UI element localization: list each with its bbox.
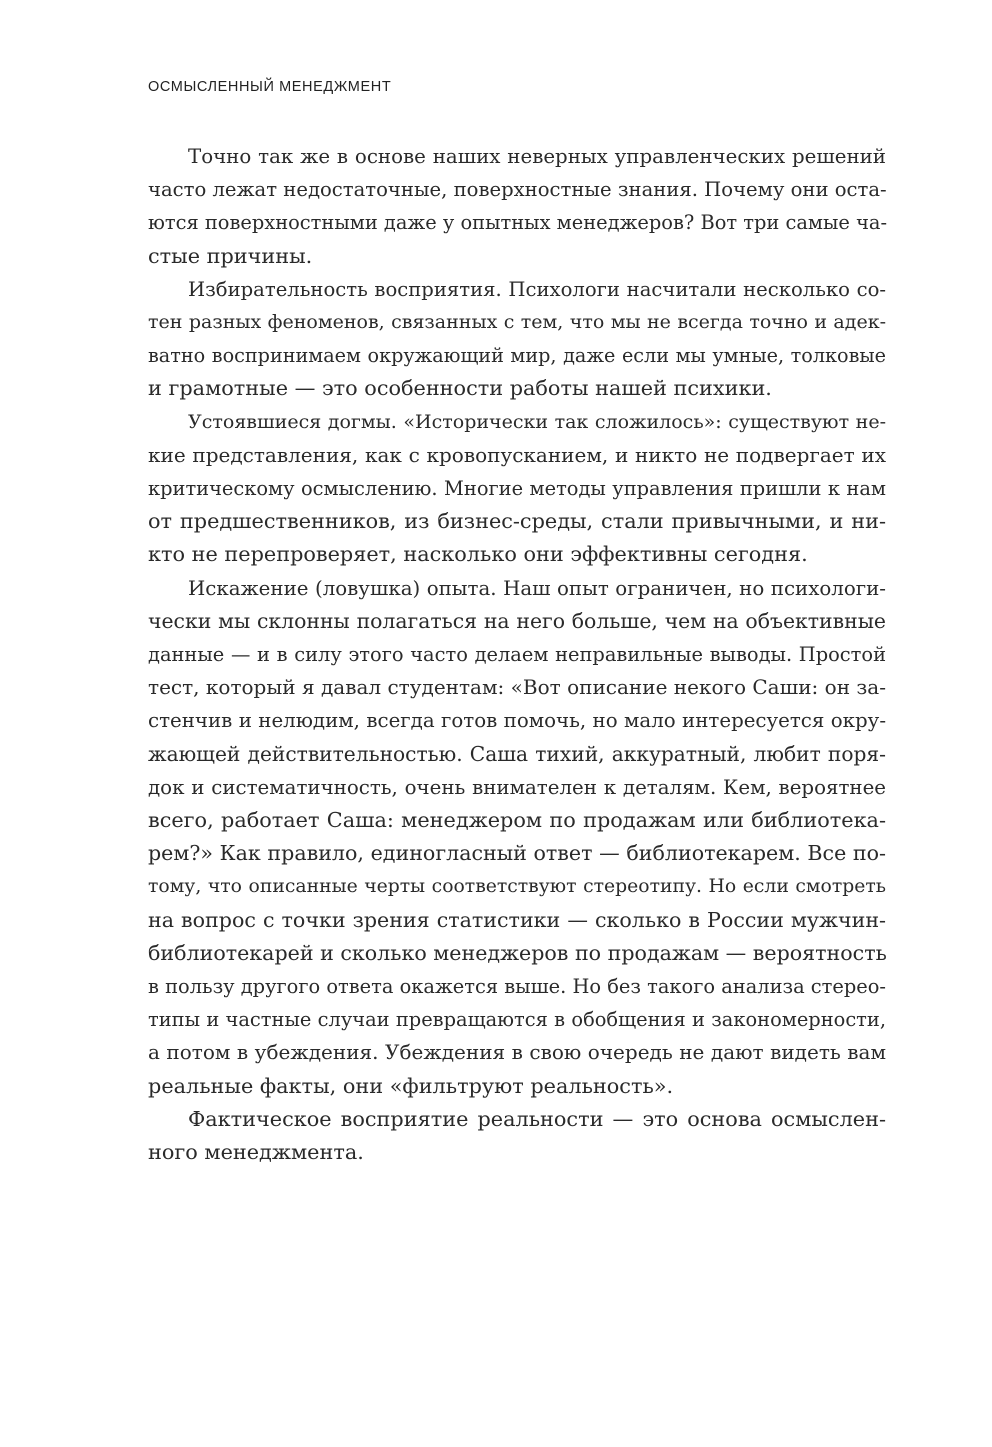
paragraph-1 [148, 140, 886, 273]
text-line: док и систематичность, очень внимателен к деталям. Кем, вероятнее [148, 775, 886, 799]
text-line: и грамотные — это особенности работы нашей психики. [148, 376, 772, 401]
text-line: библиотекарей и сколько менеджеров по продажам — вероятность [148, 940, 887, 965]
text-line: часто лежат недостаточные, поверхностные знания. Почему они оста- [148, 178, 887, 202]
text-line: в пользу другого ответа окажется выше. Но без такого анализа стерео- [148, 975, 886, 999]
text-line: тен разных феноменов, связанных с тем, что мы не всегда точно и адек- [148, 311, 886, 334]
text-line: ются поверхностными даже у опытных менеджеров? Вот три самые ча- [148, 211, 888, 235]
text-line: реальные факты, они «фильтруют реальность». [148, 1073, 674, 1098]
text-line: кто не перепроверяет, насколько они эффективны сегодня. [148, 542, 808, 567]
text-line: стые причины. [148, 243, 313, 268]
text-line: жающей действительностью. Саша тихий, аккуратный, любит поря- [148, 741, 886, 766]
text-line: ного менеджмента. [148, 1140, 364, 1165]
paragraph-3 [148, 406, 886, 572]
text-line: критическому осмыслению. Многие методы управления пришли к нам [148, 477, 886, 501]
text-line: рем?» Как правило, единогласный ответ — библиотекарем. Все по- [148, 841, 886, 866]
running-header: ОСМЫСЛЕННЫЙ МЕНЕДЖМЕНТ [148, 79, 392, 95]
text-line: Избирательность восприятия. Психологи насчитали несколько со- [188, 277, 886, 301]
paragraph-5 [148, 1103, 886, 1169]
paragraph-2 [148, 273, 886, 406]
text-line: чески мы склонны полагаться на него больше, чем на объективные [148, 608, 886, 633]
text-line: Искажение (ловушка) опыта. Наш опыт ограничен, но психологи- [188, 576, 886, 600]
text-line: Устоявшиеся догмы. «Исторически так сложилось»: существуют не- [188, 410, 886, 433]
text-line: Точно так же в основе наших неверных управленческих решений [188, 145, 886, 168]
text-line: ватно воспринимаем окружающий мир, даже если мы умные, толковые [148, 344, 886, 368]
text-line: тому, что описанные черты соответствуют стереотипу. Но если смотреть [148, 876, 886, 898]
text-line: типы и частные случаи превращаются в обобщения и закономерности, [148, 1008, 886, 1032]
text-line: кие представления, как с кровопусканием, и никто не подвергает их [148, 442, 886, 467]
text-line: на вопрос с точки зрения статистики — сколько в России мужчин- [148, 907, 886, 932]
body-text [148, 140, 886, 1169]
text-line: Фактическое восприятие реальности — это основа осмыслен- [188, 1106, 886, 1131]
text-line: а потом в убеждения. Убеждения в свою очередь не дают видеть вам [148, 1040, 886, 1065]
text-line: всего, работает Саша: менеджером по продажам или библиотека- [148, 808, 886, 833]
text-line: тест, который я давал студентам: «Вот описание некого Саши: он за- [148, 675, 886, 700]
text-line: данные — и в силу этого часто делаем неправильные выводы. Простой [148, 643, 886, 667]
text-line: стенчив и нелюдим, всегда готов помочь, но мало интересуется окру- [148, 709, 886, 733]
paragraph-4 [148, 572, 886, 1103]
text-line: от предшественников, из бизнес-среды, стали привычными, и ни- [148, 509, 886, 534]
